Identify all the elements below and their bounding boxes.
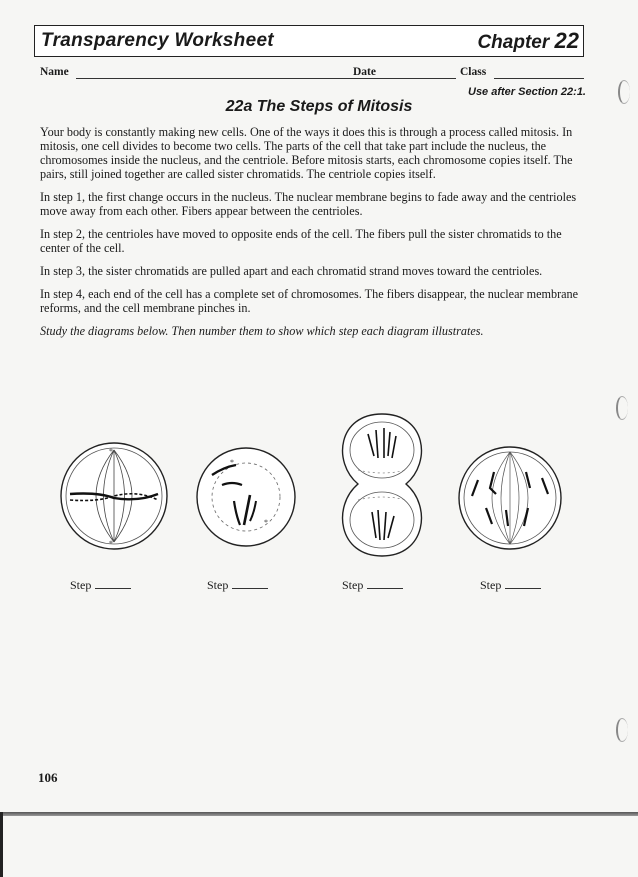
chapter-number: 22 [554, 28, 579, 53]
mitosis-diagram-4 [456, 444, 564, 552]
step-label-2 [207, 578, 268, 593]
mitosis-diagram-2 [194, 445, 298, 549]
step-answer-blank-1[interactable] [95, 578, 131, 589]
paragraph: In step 3, the sister chromatids are pulled apart and each chromatid strand moves toward the centrioles. [40, 264, 543, 278]
class-field[interactable] [494, 66, 584, 79]
use-after-note: Use after Section 22:1. [468, 86, 586, 98]
step-label-3 [342, 578, 403, 593]
date-field[interactable] [384, 66, 456, 79]
page-bottom-edge [0, 812, 638, 816]
worksheet-header [34, 25, 584, 57]
mitosis-diagram-1 [58, 440, 170, 552]
body-text [40, 125, 588, 347]
step-text: Step [342, 578, 364, 592]
step-text: Step [207, 578, 229, 592]
step-answer-blank-2[interactable] [232, 578, 268, 589]
class-label: Class [460, 66, 487, 78]
binder-hole [616, 718, 628, 742]
step-answer-blank-4[interactable] [505, 578, 541, 589]
binder-hole [616, 396, 628, 420]
step-label-4 [480, 578, 541, 593]
chapter-label [477, 28, 579, 54]
page-number: 106 [38, 770, 58, 785]
worksheet-heading: 22a The Steps of Mitosis [225, 98, 413, 115]
name-field[interactable] [76, 66, 388, 79]
worksheet-title: Transparency Worksheet [41, 30, 274, 51]
step-text: Step [480, 578, 502, 592]
svg-text:*: * [109, 447, 113, 456]
instruction-text: Study the diagrams below. Then number them to show which step each diagram illustrates. [40, 324, 484, 338]
step-answer-blank-3[interactable] [367, 578, 403, 589]
svg-text:*: * [230, 458, 234, 467]
chapter-text: Chapter [477, 32, 550, 53]
scan-edge [0, 812, 3, 877]
step-label-1 [70, 578, 131, 593]
date-label: Date [353, 66, 376, 78]
paragraph: In step 1, the first change occurs in the nucleus. The nuclear membrane begins to fade away and the centrioles move away from each other. Fibers appear between the centrioles. [40, 190, 577, 218]
svg-text:*: * [109, 539, 113, 548]
paragraph: In step 4, each end of the cell has a complete set of chromosomes. The fibers disappear, the nuclear membrane reforms, and the cell membrane pinches in. [40, 287, 579, 315]
name-label: Name [40, 66, 69, 78]
binder-hole [618, 80, 630, 104]
student-info-fields [40, 66, 590, 80]
paragraph: In step 2, the centrioles have moved to opposite ends of the cell. The fibers pull the sister chromatids to the center of the cell. [40, 227, 562, 255]
step-text: Step [70, 578, 92, 592]
mitosis-diagram-3 [328, 412, 436, 558]
paragraph: Your body is constantly making new cells. One of the ways it does this is through a process called mitosis. In mitosis, one cell divides to become two cells. The parts of the cell that take part include the nucleus, the chromosomes inside the nucleus, and the centriole. Before mitosis starts, each chromosome copies itself. The pairs, still joined together are called sister chromatids. The centriole copies itself. [40, 125, 573, 181]
svg-text:*: * [264, 518, 268, 527]
